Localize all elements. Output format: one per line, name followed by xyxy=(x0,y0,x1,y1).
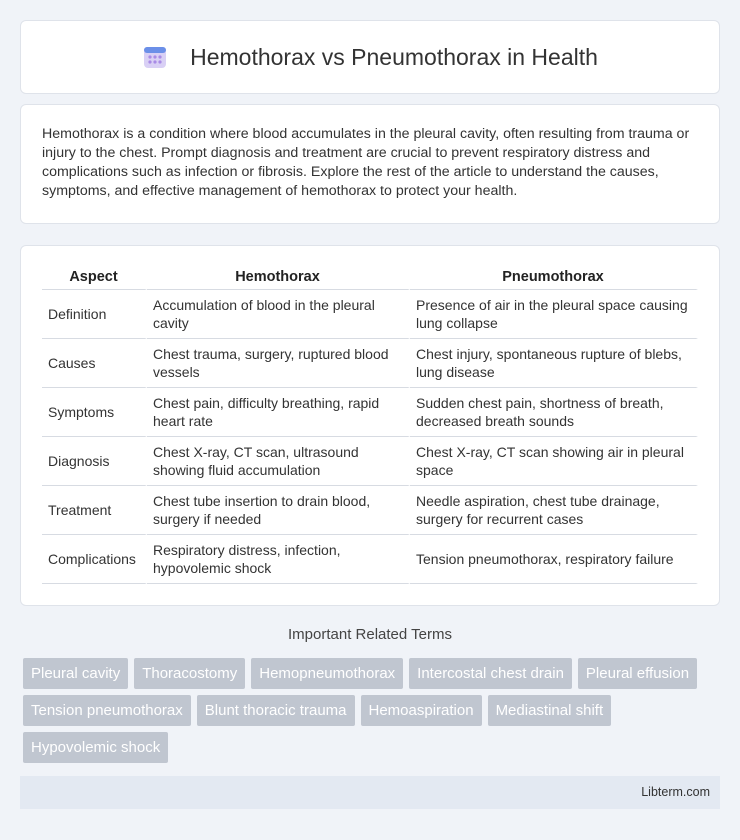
aspect-cell: Diagnosis xyxy=(42,437,147,486)
intro-card xyxy=(20,104,720,224)
table-header-row xyxy=(42,264,698,290)
pneumothorax-cell: Needle aspiration, chest tube drainage, surgery for recurrent cases xyxy=(410,486,698,535)
comparison-card xyxy=(20,245,720,606)
related-terms-list xyxy=(23,658,713,769)
related-terms-title: Important Related Terms xyxy=(288,626,452,643)
footer-site-link[interactable]: Libterm.com xyxy=(641,785,710,799)
term-tag[interactable]: Hemoaspiration xyxy=(361,695,482,726)
header-hemothorax: Hemothorax xyxy=(147,264,410,290)
pneumothorax-cell: Sudden chest pain, shortness of breath, decreased breath sounds xyxy=(410,388,698,437)
term-tag[interactable]: Intercostal chest drain xyxy=(409,658,572,689)
term-tag[interactable]: Hypovolemic shock xyxy=(23,732,168,763)
hemothorax-cell: Chest pain, difficulty breathing, rapid heart rate xyxy=(147,388,410,437)
aspect-cell: Treatment xyxy=(42,486,147,535)
hemothorax-cell: Respiratory distress, infection, hypovolemic shock xyxy=(147,535,410,584)
aspect-cell: Symptoms xyxy=(42,388,147,437)
term-tag[interactable]: Hemopneumothorax xyxy=(251,658,403,689)
term-tag[interactable]: Thoracostomy xyxy=(134,658,245,689)
pneumothorax-cell: Presence of air in the pleural space causing lung collapse xyxy=(410,290,698,339)
term-tag[interactable]: Tension pneumothorax xyxy=(23,695,191,726)
pneumothorax-cell: Chest X-ray, CT scan showing air in pleural space xyxy=(410,437,698,486)
intro-text: Hemothorax is a condition where blood accumulates in the pleural cavity, often resulting from trauma or injury to the chest. Prompt diagnosis and treatment are crucial to prevent respiratory distress and complications such as infection or fibrosis. Explore the rest of the article to understand the causes, symptoms, and effective management of hemothorax to protect your health. xyxy=(42,126,690,199)
calendar-icon xyxy=(142,44,168,70)
hemothorax-cell: Chest tube insertion to drain blood, surgery if needed xyxy=(147,486,410,535)
aspect-cell: Causes xyxy=(42,339,147,388)
term-tag[interactable]: Pleural cavity xyxy=(23,658,128,689)
table-row xyxy=(42,339,698,388)
aspect-cell: Complications xyxy=(42,535,147,584)
footer xyxy=(20,776,720,809)
comparison-table xyxy=(42,264,698,584)
aspect-cell: Definition xyxy=(42,290,147,339)
table-row xyxy=(42,388,698,437)
hemothorax-cell: Chest trauma, surgery, ruptured blood vessels xyxy=(147,339,410,388)
table-row xyxy=(42,535,698,584)
term-tag[interactable]: Pleural effusion xyxy=(578,658,697,689)
header-card xyxy=(20,20,720,94)
table-row xyxy=(42,437,698,486)
table-row xyxy=(42,290,698,339)
header-aspect: Aspect xyxy=(42,264,147,290)
term-tag[interactable]: Mediastinal shift xyxy=(488,695,612,726)
hemothorax-cell: Chest X-ray, CT scan, ultrasound showing fluid accumulation xyxy=(147,437,410,486)
header-pneumothorax: Pneumothorax xyxy=(410,264,698,290)
pneumothorax-cell: Chest injury, spontaneous rupture of blebs, lung disease xyxy=(410,339,698,388)
table-row xyxy=(42,486,698,535)
term-tag[interactable]: Blunt thoracic trauma xyxy=(197,695,355,726)
page-title: Hemothorax vs Pneumothorax in Health xyxy=(190,43,598,70)
hemothorax-cell: Accumulation of blood in the pleural cavity xyxy=(147,290,410,339)
pneumothorax-cell: Tension pneumothorax, respiratory failure xyxy=(410,535,698,584)
